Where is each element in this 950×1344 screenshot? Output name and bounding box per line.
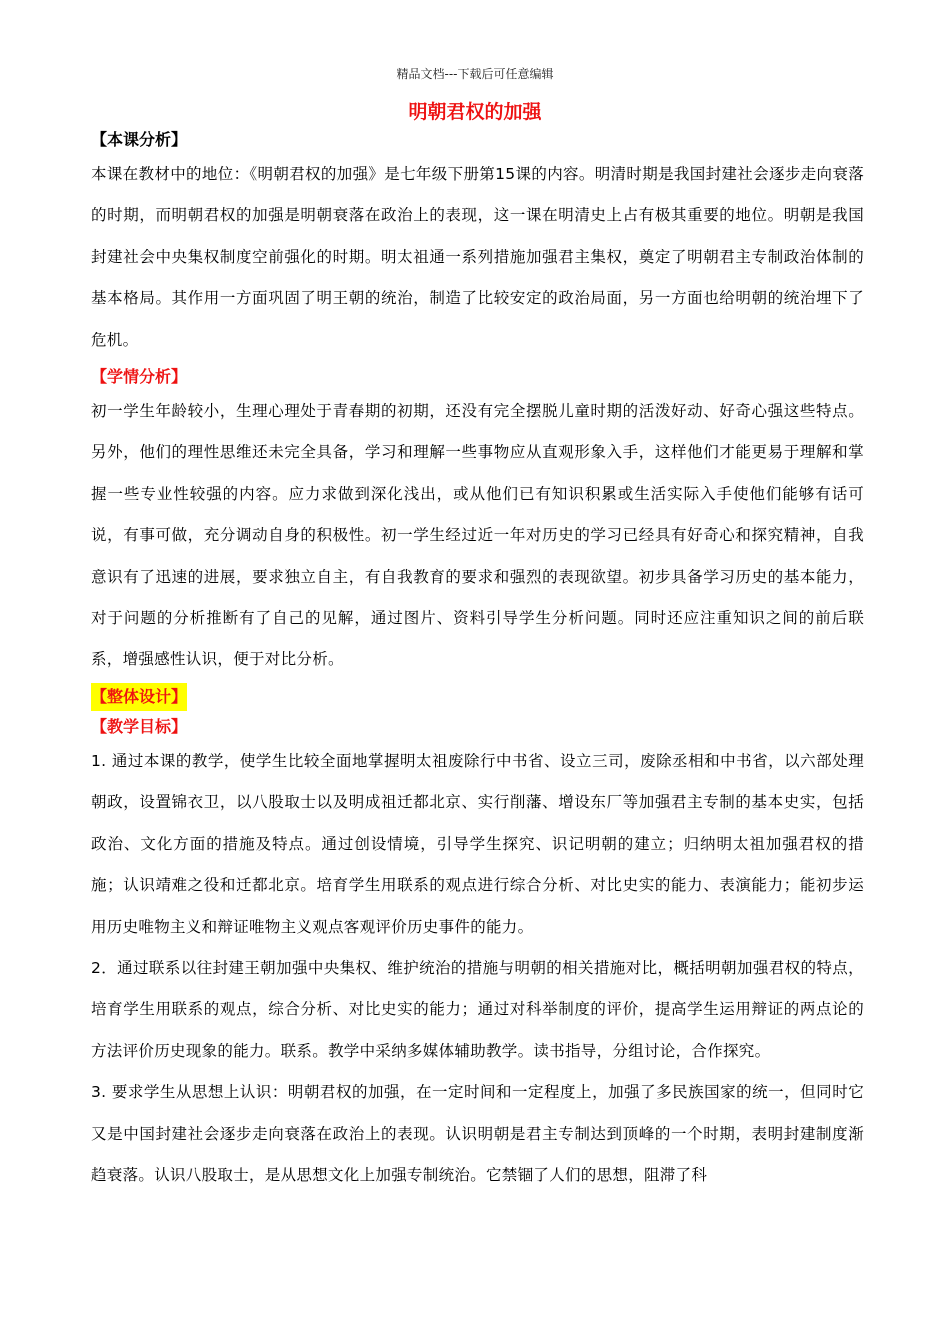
goal-item-3: 3. 要求学生从思想上认识：明朝君权的加强，在一定时间和一定程度上，加强了多民族国家的统一，但同时它又是中国封建社会逐步走向衰落在政治上的表现。认识明朝是君主专制达到顶峰的一个时期，表明封建制度渐趋衰落。认识八股取士，是从思想文化上加强专制统治。它禁锢了人们的思想，阻滞了科: [91, 1083, 864, 1184]
document-body: [91, 126, 864, 1196]
heading-teaching-goals: 【教学目标】: [91, 716, 188, 736]
header-note: 精品文档---下载后可任意编辑: [396, 67, 554, 81]
paragraph-lesson-analysis: 本课在教材中的地位：《明朝君权的加强》是七年级下册第15课的内容。明清时期是我国封建社会逐步走向衰落的时期，而明朝君权的加强是明朝衰落在政治上的表现，这一课在明清史上占有极其重要的地位。明朝是我国封建社会中央集权制度空前强化的时期。明太祖通一系列措施加强君主集权，奠定了明朝君主专制政治体制的基本格局。其作用一方面巩固了明王朝的统治，制造了比较安定的政治局面，另一方面也给明朝的统治埋下了危机。: [91, 165, 864, 349]
heading-student-analysis: 【学情分析】: [91, 367, 188, 387]
heading-overall-design: 【整体设计】: [91, 683, 187, 711]
paragraph-student-analysis: 初一学生年龄较小，生理心理处于青春期的初期，还没有完全摆脱儿童时期的活泼好动、好奇心强这些特点。另外，他们的理性思维还未完全具备，学习和理解一些事物应从直观形象入手，这样他们才能更易于理解和掌握一些专业性较强的内容。应力求做到深化浅出，或从他们已有知识积累或生活实际入手使他们能够有话可说，有事可做，充分调动自身的积极性。初一学生经过近一年对历史的学习已经具有好奇心和探究精神，自我意识有了迅速的进展，要求独立自主，有自我教育的要求和强烈的表现欲望。初步具备学习历史的基本能力，对于问题的分析推断有了自己的见解，通过图片、资料引导学生分析问题。同时还应注重知识之间的前后联系，增强感性认识，便于对比分析。: [91, 402, 864, 669]
document-title: 明朝君权的加强: [408, 101, 542, 123]
heading-lesson-analysis: 【本课分析】: [91, 130, 188, 149]
heading-overall-design-row: [91, 683, 864, 711]
goal-item-2: 2．通过联系以往封建王朝加强中央集权、维护统治的措施与明朝的相关措施对比，概括明朝加强君权的特点，培育学生用联系的观点，综合分析、对比史实的能力；通过对科举制度的评价，提高学生运用辩证的两点论的方法评价历史现象的能力。联系。教学中采纳多媒体辅助教学。读书指导，分组讨论，合作探究。: [91, 958, 864, 1060]
goal-item-1: 1. 通过本课的教学，使学生比较全面地掌握明太祖废除行中书省、设立三司，废除丞相和中书省，以六部处理朝政，设置锦衣卫，以八股取士以及明成祖迁都北京、实行削藩、增设东厂等加强君主专制的基本史实，包括政治、文化方面的措施及特点。通过创设情境，引导学生探究、识记明朝的建立；归纳明太祖加强君权的措施；认识靖难之役和迁都北京。培育学生用联系的观点进行综合分析、对比史实的能力、表演能力；能初步运用历史唯物主义和辩证唯物主义观点客观评价历史事件的能力。: [91, 751, 864, 936]
